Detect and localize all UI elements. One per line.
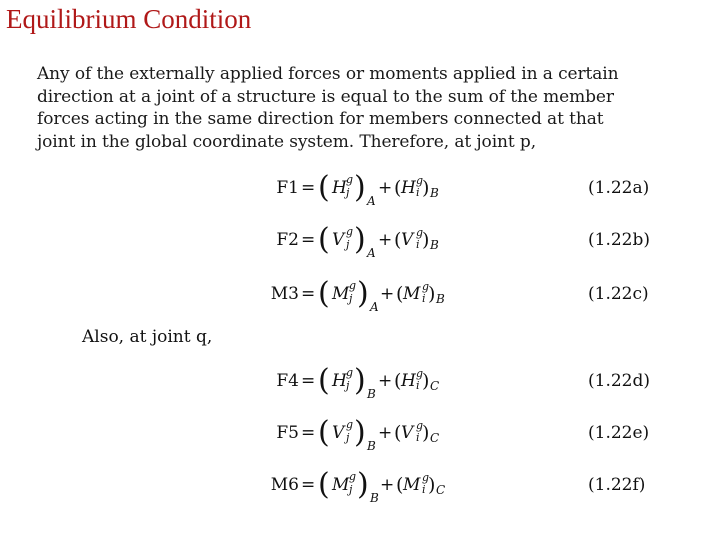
equation-lhs: M6 (270, 475, 299, 495)
term-symbol: H (332, 371, 347, 391)
equation-number: (1.22d) (588, 371, 650, 391)
paragraph-line: Any of the externally applied forces or moments applied in a certain (37, 64, 619, 84)
equals-sign: = (301, 178, 316, 198)
equation-lhs: F1 (276, 178, 299, 198)
equation-number: (1.22b) (588, 230, 650, 250)
close-paren: ) (428, 474, 436, 496)
equation-lhs: F5 (276, 423, 299, 443)
open-paren: ( (396, 283, 404, 305)
plus-sign: + (378, 230, 393, 250)
also-text: Also, at joint q, (82, 327, 213, 347)
close-paren: ) (354, 415, 366, 450)
close-paren: ) (428, 283, 436, 305)
term-symbol: H (401, 178, 416, 198)
equation-number: (1.22f) (588, 475, 646, 495)
term-superscript: g (422, 280, 430, 293)
equation-lhs: F2 (276, 230, 299, 250)
open-paren: ( (394, 229, 402, 251)
close-paren: ) (422, 229, 430, 251)
equation-number: (1.22e) (588, 423, 650, 443)
close-paren: ) (422, 177, 430, 199)
term-subscript: j (349, 292, 353, 305)
paragraph-line: forces acting in the same direction for members connected at that (37, 109, 604, 129)
equals-sign: = (301, 423, 316, 443)
equation-lhs: M3 (270, 284, 299, 304)
paragraph-line: direction at a joint of a structure is equal to the sum of the member (37, 86, 614, 107)
term-symbol: M (403, 284, 421, 304)
open-paren: ( (394, 422, 402, 444)
term-subscript: i (422, 483, 426, 496)
term-symbol: V (401, 230, 414, 250)
member-subscript: B (367, 387, 376, 401)
plus-sign: + (380, 284, 395, 304)
member-subscript: B (430, 186, 439, 200)
equation-row (0, 363, 720, 407)
term-superscript: g (416, 367, 424, 380)
equals-sign: = (301, 284, 316, 304)
paragraph (37, 63, 657, 153)
equation-row (0, 222, 720, 266)
open-paren: ( (318, 363, 330, 398)
plus-sign: + (378, 371, 393, 391)
equation-row (0, 276, 720, 320)
open-paren: ( (318, 170, 330, 205)
term-symbol: H (332, 178, 347, 198)
term-superscript: g (416, 226, 424, 239)
member-subscript: B (436, 292, 445, 306)
close-paren: ) (422, 370, 430, 392)
member-subscript: A (367, 246, 376, 260)
term-symbol: V (332, 423, 345, 443)
member-subscript: B (367, 439, 376, 453)
member-subscript: B (430, 238, 439, 252)
open-paren: ( (318, 222, 330, 257)
open-paren: ( (396, 474, 404, 496)
term-symbol: M (332, 284, 350, 304)
equals-sign: = (301, 475, 316, 495)
term-symbol: M (403, 475, 421, 495)
term-subscript: i (416, 431, 420, 444)
equation-row (0, 415, 720, 459)
close-paren: ) (354, 363, 366, 398)
equation-number: (1.22c) (588, 284, 649, 304)
term-superscript: g (349, 279, 357, 292)
term-symbol: V (401, 423, 414, 443)
term-superscript: g (416, 419, 424, 432)
member-subscript: C (430, 379, 440, 393)
term-subscript: j (346, 186, 350, 199)
open-paren: ( (318, 276, 330, 311)
equals-sign: = (301, 371, 316, 391)
term-symbol: M (332, 475, 350, 495)
term-subscript: j (346, 431, 350, 444)
term-superscript: g (422, 471, 430, 484)
plus-sign: + (380, 475, 395, 495)
term-superscript: g (346, 225, 354, 238)
term-subscript: i (416, 186, 420, 199)
equals-sign: = (301, 230, 316, 250)
term-subscript: i (422, 292, 426, 305)
equation-number: (1.22a) (588, 178, 650, 198)
member-subscript: C (430, 431, 440, 445)
plus-sign: + (378, 423, 393, 443)
open-paren: ( (394, 177, 402, 199)
plus-sign: + (378, 178, 393, 198)
paragraph-line: joint in the global coordinate system. Therefore, at joint p, (37, 131, 537, 152)
equation-lhs: F4 (276, 371, 299, 391)
equation-row (0, 170, 720, 214)
close-paren: ) (357, 467, 369, 502)
member-subscript: A (370, 300, 379, 314)
slide-title: Equilibrium Condition (6, 4, 252, 34)
member-subscript: C (436, 483, 446, 497)
close-paren: ) (354, 170, 366, 205)
term-subscript: j (349, 483, 353, 496)
term-subscript: i (416, 379, 420, 392)
open-paren: ( (318, 467, 330, 502)
term-superscript: g (346, 366, 354, 379)
term-superscript: g (349, 470, 357, 483)
open-paren: ( (318, 415, 330, 450)
term-superscript: g (346, 173, 354, 186)
equation-row (0, 467, 720, 511)
member-subscript: A (367, 194, 376, 208)
close-paren: ) (357, 276, 369, 311)
term-subscript: j (346, 238, 350, 251)
term-superscript: g (346, 418, 354, 431)
open-paren: ( (394, 370, 402, 392)
member-subscript: B (370, 491, 379, 505)
term-symbol: H (401, 371, 416, 391)
term-symbol: V (332, 230, 345, 250)
close-paren: ) (354, 222, 366, 257)
term-superscript: g (416, 174, 424, 187)
term-subscript: i (416, 238, 420, 251)
close-paren: ) (422, 422, 430, 444)
term-subscript: j (346, 379, 350, 392)
